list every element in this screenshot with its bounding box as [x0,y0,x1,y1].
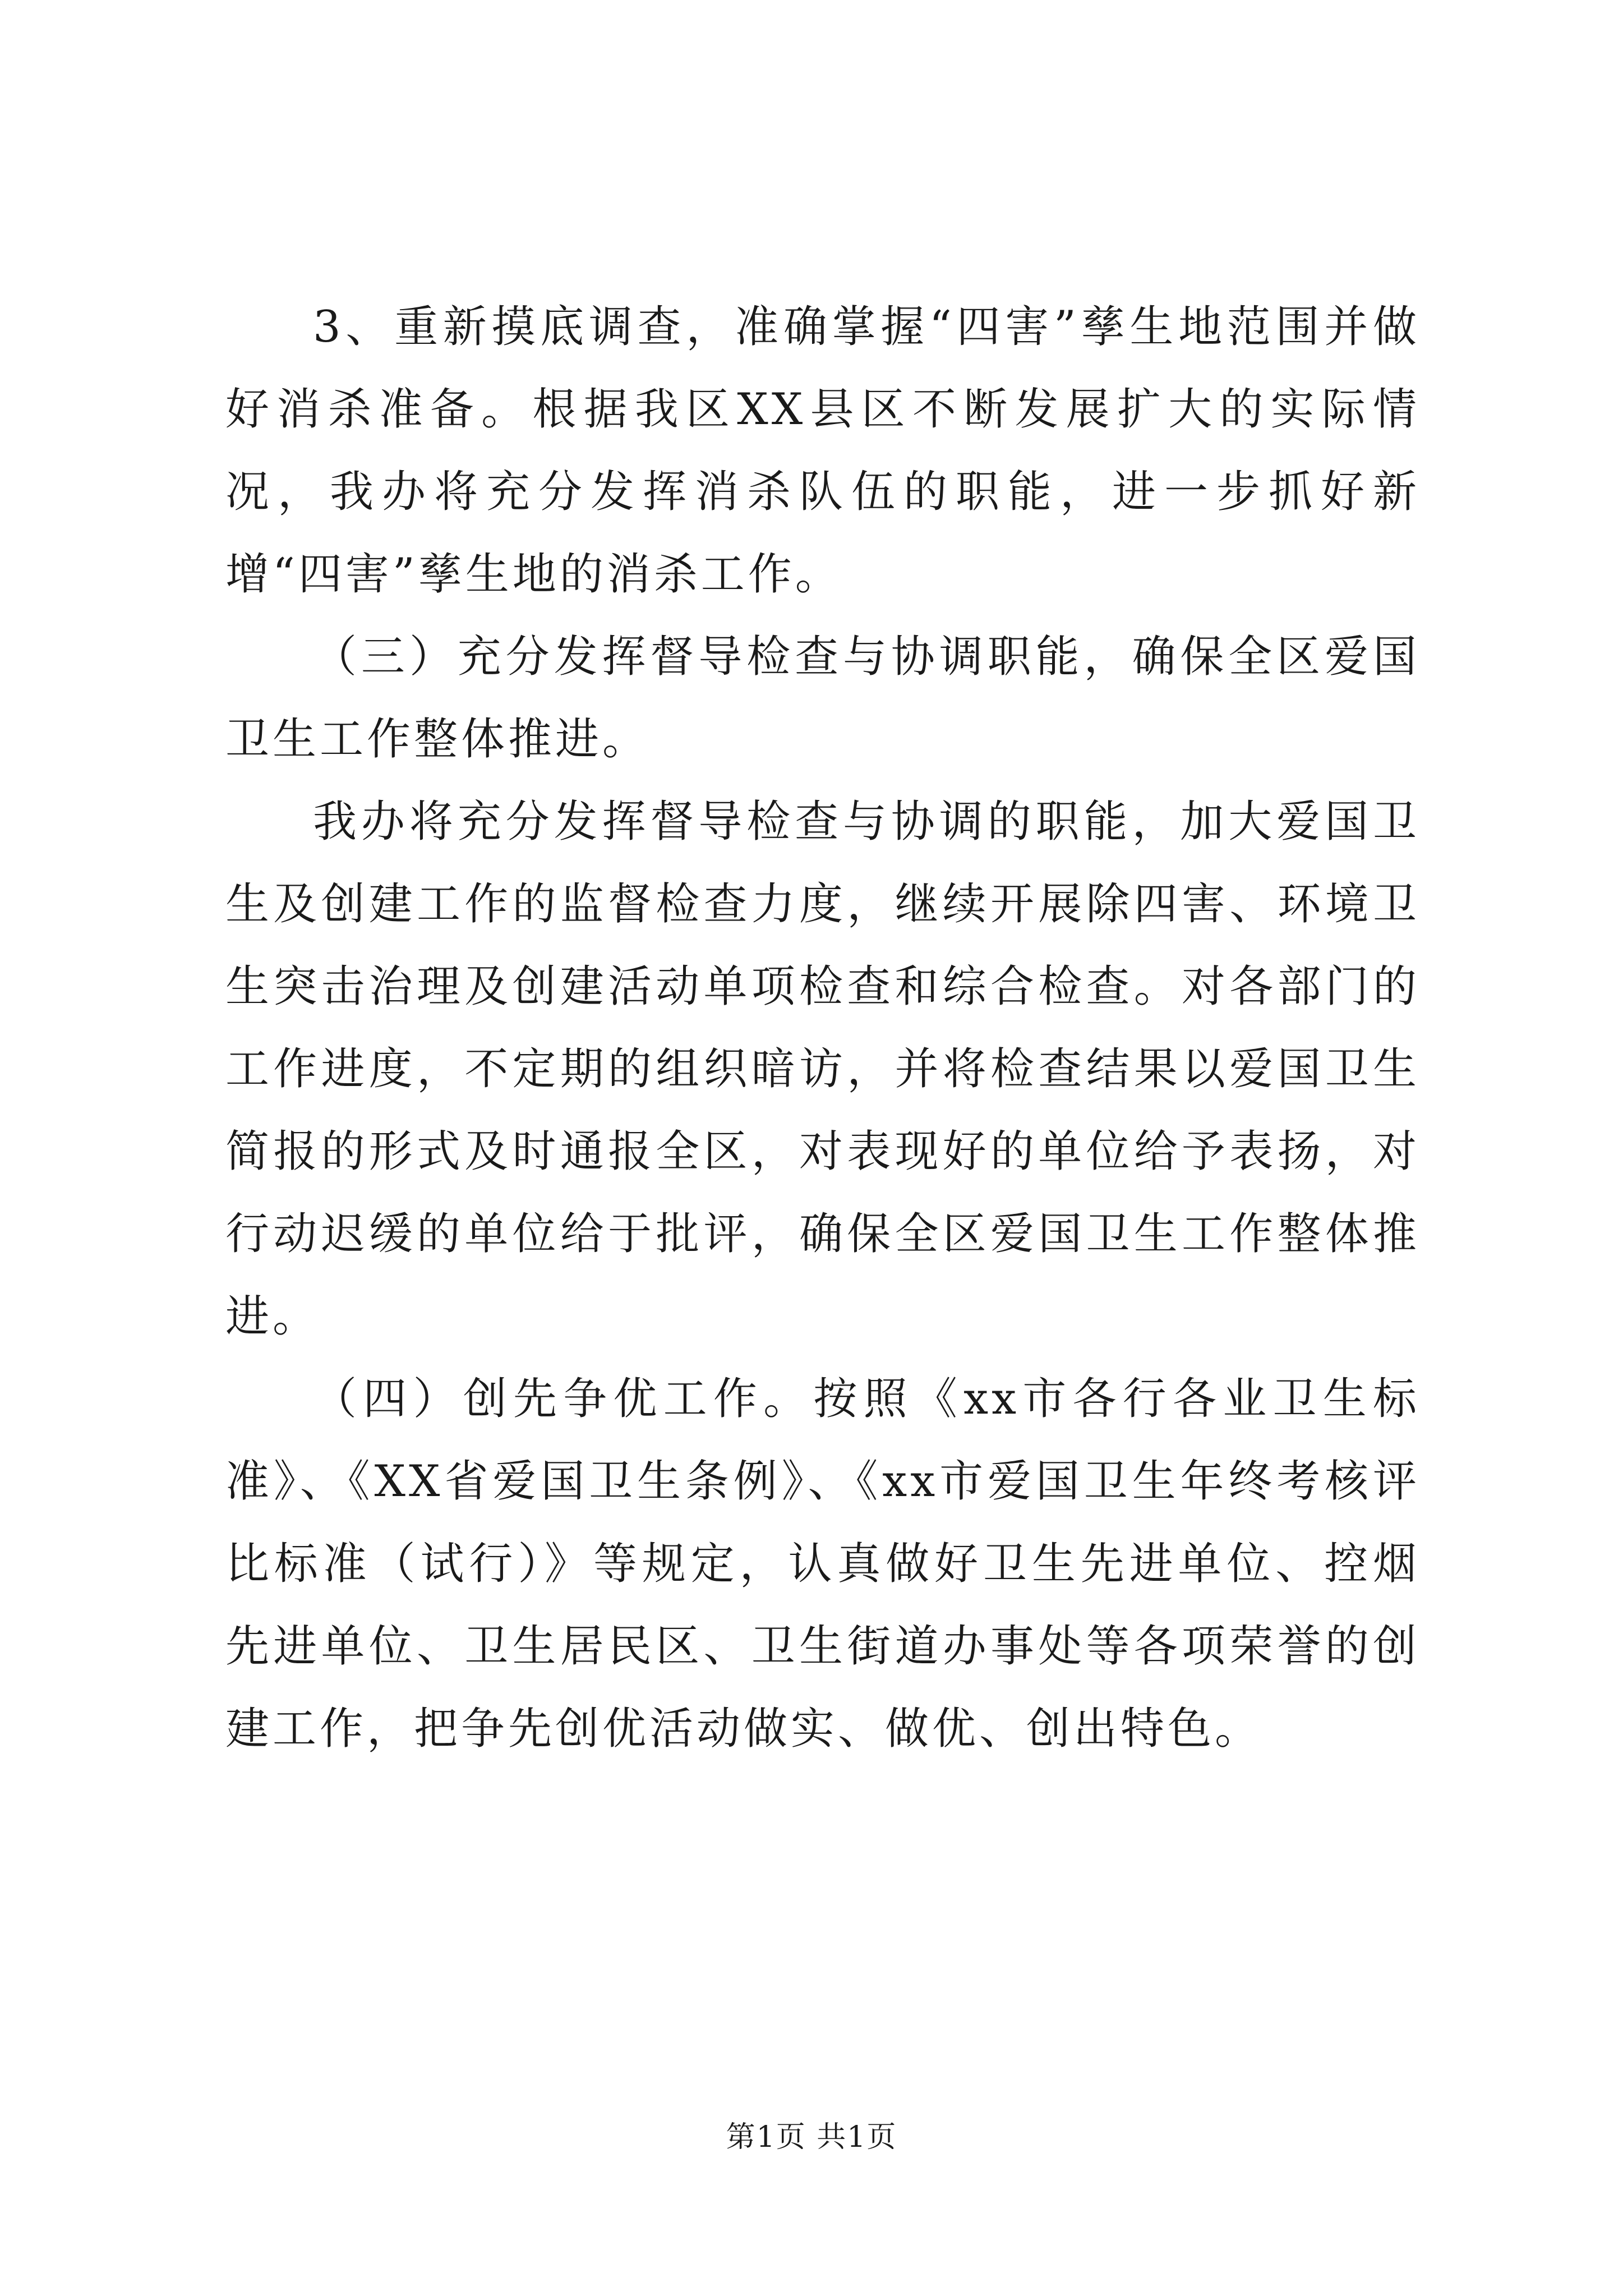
paragraph-supervision: 我办将充分发挥督导检查与协调的职能，加大爱国卫生及创建工作的监督检查力度，继续开展除四害、环境卫生突击治理及创建活动单项检查和综合检查。对各部门的工作进度，不定期的组织暗访，并将检查结果以爱国卫生简报的形式及时通报全区，对表现好的单位给予表扬，对行动迟缓的单位给于批评，确保全区爱国卫生工作整体推进。 [225,797,1420,1342]
document-body [225,286,1420,1770]
paragraph-excellence: （四）创先争优工作。按照《xx市各行各业卫生标准》、《XX省爱国卫生条例》、《xx市爱国卫生年终考核评比标准（试行）》等规定，认真做好卫生先进单位、控烟先进单位、卫生居民区、卫生街道办事处等各项荣誉的创建工作，把争先创优活动做实、做优、创出特色。 [225,1374,1420,1754]
paragraph-killing-preparation: 3、重新摸底调查，准确掌握“四害”孳生地范围并做好消杀准备。根据我区XX县区不断发展扩大的实际情况，我办将充分发挥消杀队伍的职能，进一步抓好新增“四害”孳生地的消杀工作。 [225,302,1420,600]
section-heading-supervision: （三）充分发挥督导检查与协调职能，确保全区爱国卫生工作整体推进。 [225,632,1420,765]
page-footer: 第1页 共1页 [726,2120,897,2154]
